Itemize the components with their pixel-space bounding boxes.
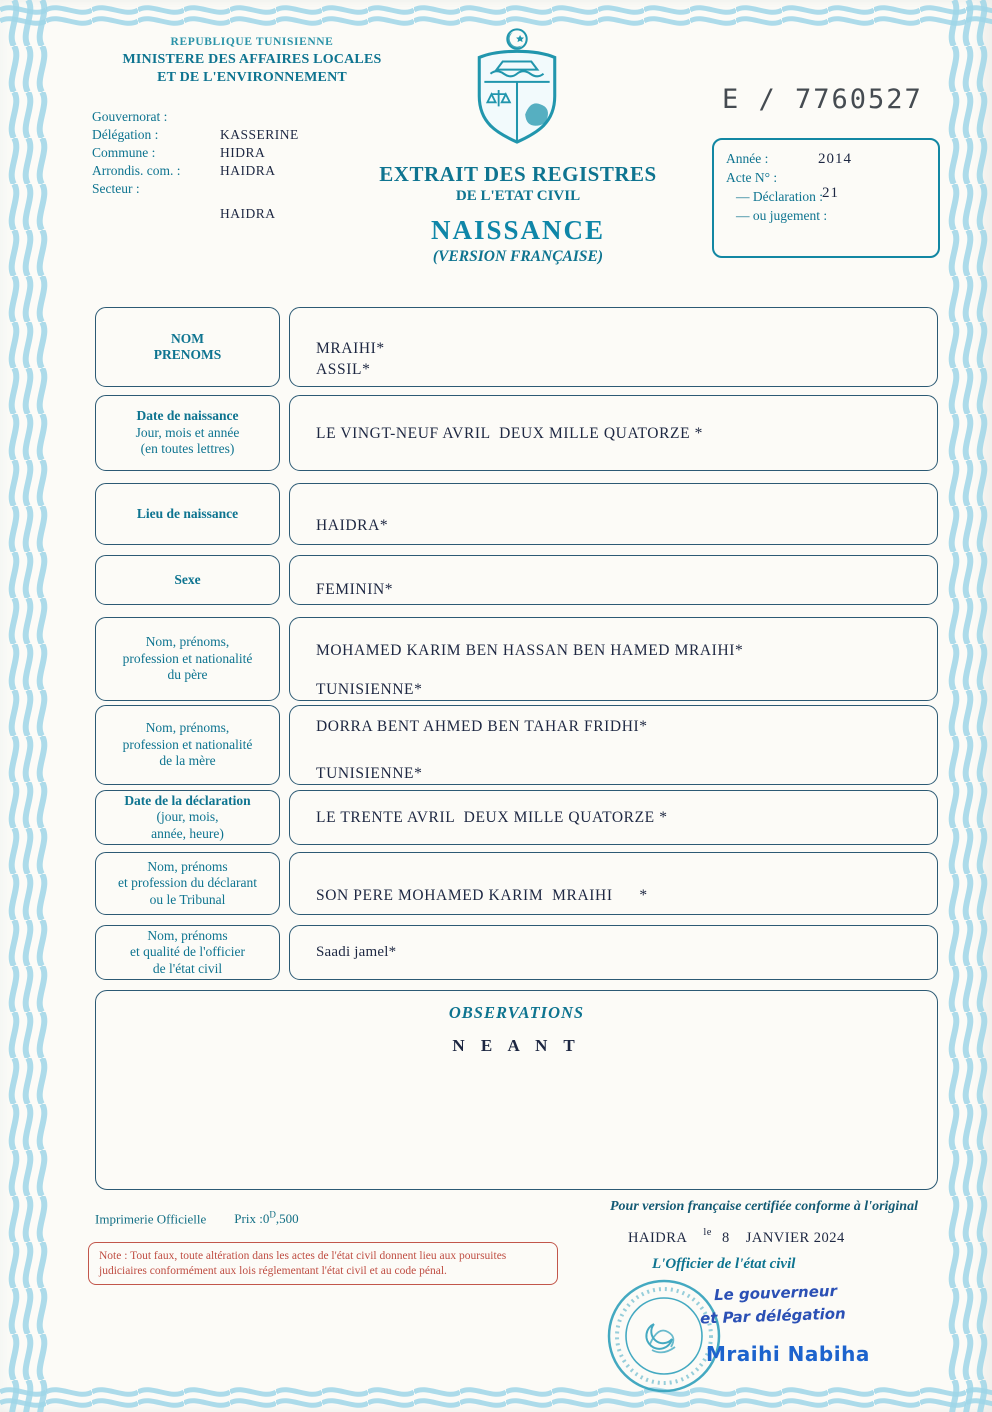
nom-value: MRAIHI* <box>316 340 385 357</box>
jugement-line: — ou jugement : <box>736 208 828 223</box>
label-box-sexe <box>95 555 280 605</box>
delegation-value: KASSERINE <box>220 127 299 142</box>
label-box-officier <box>95 925 280 980</box>
label-box-date-declaration <box>95 790 280 845</box>
extrait-title-line2: DE L'ETAT CIVIL <box>455 188 581 204</box>
row-mere <box>95 705 938 785</box>
admin-arrondissement <box>92 162 299 180</box>
serial-number: E / 7760527 <box>722 84 923 115</box>
date-line <box>628 1227 845 1247</box>
legal-note-text: Note : Tout faux, toute altération dans les actes de l'état civil donnent lieu aux poursuites judiciaires conformément aux lois réglementant l'état civil et au code pénal. <box>99 1250 507 1277</box>
secteur-value: HAIDRA <box>220 206 276 221</box>
commune-label: Commune : <box>92 145 156 160</box>
official-round-stamp <box>604 1276 724 1396</box>
label-line: de l'état civil <box>152 960 223 976</box>
ministry-line2: ET DE L'ENVIRONNEMENT <box>157 70 347 85</box>
observations-box <box>95 990 938 1190</box>
naissance-title: NAISSANCE <box>430 215 606 245</box>
le-word: le <box>703 1227 712 1238</box>
row-nom-prenoms <box>95 307 938 387</box>
day-value: 8 <box>721 1230 730 1246</box>
admin-block <box>92 108 299 223</box>
commune-value: HIDRA <box>220 145 266 160</box>
label-box-declarant <box>95 852 280 915</box>
label-line: (jour, mois, <box>156 809 219 825</box>
month-year-value: JANVIER 2024 <box>745 1230 845 1246</box>
value-box-sexe <box>289 555 938 605</box>
price-label <box>234 1211 298 1226</box>
price-sup: D <box>269 1210 276 1220</box>
label-line: Nom, prénoms <box>147 858 228 874</box>
label-line: Nom, prénoms, <box>145 720 230 736</box>
admin-secteur-value-line <box>92 205 299 223</box>
conformity-line: Pour version française certifiée conforme à l'original <box>610 1199 918 1214</box>
form-fields <box>95 307 938 980</box>
version-subtitle: (VERSION FRANÇAISE) <box>432 248 604 265</box>
value-box-date-naissance <box>289 395 938 471</box>
value-box-pere <box>289 617 938 701</box>
gouvernorat-label: Gouvernorat : <box>92 109 168 124</box>
admin-secteur <box>92 180 299 198</box>
imprimerie-label: Imprimerie Officielle <box>95 1211 207 1227</box>
value-box-declarant <box>289 852 938 915</box>
label-line: de la mère <box>159 753 216 769</box>
officier-signature-title: L'Officier de l'état civil <box>652 1256 796 1272</box>
row-sexe <box>95 555 938 605</box>
signature-name: Mraihi Nabiha <box>706 1342 870 1366</box>
label-box-mere <box>95 705 280 785</box>
date-naissance-value: LE VINGT-NEUF AVRIL DEUX MILLE QUATORZE * <box>316 424 703 442</box>
label-line: et qualité de l'officier <box>129 944 245 960</box>
value-box-mere <box>289 705 938 785</box>
acte-number-label: Acte N° : <box>726 170 778 185</box>
sexe-value: FEMININ* <box>316 581 394 598</box>
delegation-label: Délégation : <box>92 127 159 142</box>
observations-title: OBSERVATIONS <box>448 1003 585 1022</box>
label-box-lieu-naissance <box>95 483 280 545</box>
arrondissement-label: Arrondis. com. : <box>92 163 181 178</box>
label-box-pere <box>95 617 280 701</box>
mere-nom-value: DORRA BENT AHMED BEN TAHAR FRIDHI* <box>316 718 648 735</box>
ministry-line1: MINISTERE DES AFFAIRES LOCALES <box>122 52 382 67</box>
row-date-naissance <box>95 395 938 471</box>
annee-label: Année : <box>726 151 769 166</box>
value-box-date-declaration <box>289 790 938 845</box>
prenom-value: ASSIL* <box>316 361 371 378</box>
acte-info-box <box>712 138 940 258</box>
secteur-label: Secteur : <box>92 181 140 196</box>
declarant-value: SON PERE MOHAMED KARIM MRAIHI * <box>316 887 648 904</box>
pere-nationalite-value: TUNISIENNE* <box>316 681 423 698</box>
signature-line2: et Par délégation <box>699 1304 847 1328</box>
title-block <box>322 162 714 266</box>
label-line: Nom, prénoms, <box>145 634 230 650</box>
label-line: Lieu de naissance <box>136 505 239 521</box>
arrondissement-value: HAIDRA <box>220 163 276 178</box>
label-line: et profession du déclarant <box>117 875 258 891</box>
label-line: profession et nationalité <box>122 650 253 666</box>
row-declarant <box>95 852 938 915</box>
signature-line1: Le gouverneur <box>713 1281 838 1305</box>
admin-commune <box>92 144 299 162</box>
label-line: Date de la déclaration <box>124 792 251 808</box>
label-box-nom-prenoms <box>95 307 280 387</box>
mere-nationalite-value: TUNISIENNE* <box>316 765 423 782</box>
label-line: Jour, mois et année <box>135 424 240 440</box>
label-line: ou le Tribunal <box>149 891 226 907</box>
document-header <box>0 0 992 300</box>
row-pere <box>95 617 938 701</box>
label-line: profession et nationalité <box>122 736 253 752</box>
observations-value: N E A N T <box>452 1036 581 1055</box>
legal-note-box <box>88 1242 558 1285</box>
row-lieu-naissance <box>95 483 938 545</box>
price-prefix: Prix :0 <box>234 1211 270 1227</box>
coat-of-arms <box>466 26 568 148</box>
value-box-lieu-naissance <box>289 483 938 545</box>
label-line: Date de naissance <box>136 408 239 424</box>
value-box-nom-prenoms <box>289 307 938 387</box>
label-line: PRENOMS <box>153 347 222 362</box>
lieu-naissance-value: HAIDRA* <box>316 517 389 534</box>
value-box-officier <box>289 925 938 980</box>
extrait-title-line1: EXTRAIT DES REGISTRES <box>379 162 657 186</box>
ministry-block <box>84 36 420 87</box>
officier-value: Saadi jamel* <box>316 944 397 960</box>
imprimerie-line <box>95 1210 299 1227</box>
label-line: Sexe <box>174 571 201 587</box>
document-footer <box>0 1196 992 1412</box>
admin-delegation <box>92 126 299 144</box>
row-officier <box>95 925 938 980</box>
label-line: (en toutes lettres) <box>140 441 235 457</box>
label-line: NOM <box>171 330 204 346</box>
date-declaration-value: LE TRENTE AVRIL DEUX MILLE QUATORZE * <box>316 809 668 826</box>
republic-title: REPUBLIQUE TUNISIENNE <box>170 36 334 48</box>
label-line: année, heure) <box>151 825 224 841</box>
label-line: Nom, prénoms <box>147 927 228 943</box>
declaration-line: — Déclaration : <box>736 189 823 204</box>
row-date-declaration <box>95 790 938 845</box>
admin-gouvernorat <box>92 108 299 126</box>
label-line: du père <box>167 667 208 683</box>
annee-value: 2014 <box>818 151 852 167</box>
acte-number-value: 21 <box>822 185 839 201</box>
label-box-date-naissance <box>95 395 280 471</box>
place-value: HAIDRA <box>628 1230 688 1246</box>
price-suffix: ,500 <box>275 1211 299 1227</box>
pere-nom-value: MOHAMED KARIM BEN HASSAN BEN HAMED MRAIHI* <box>316 642 744 659</box>
